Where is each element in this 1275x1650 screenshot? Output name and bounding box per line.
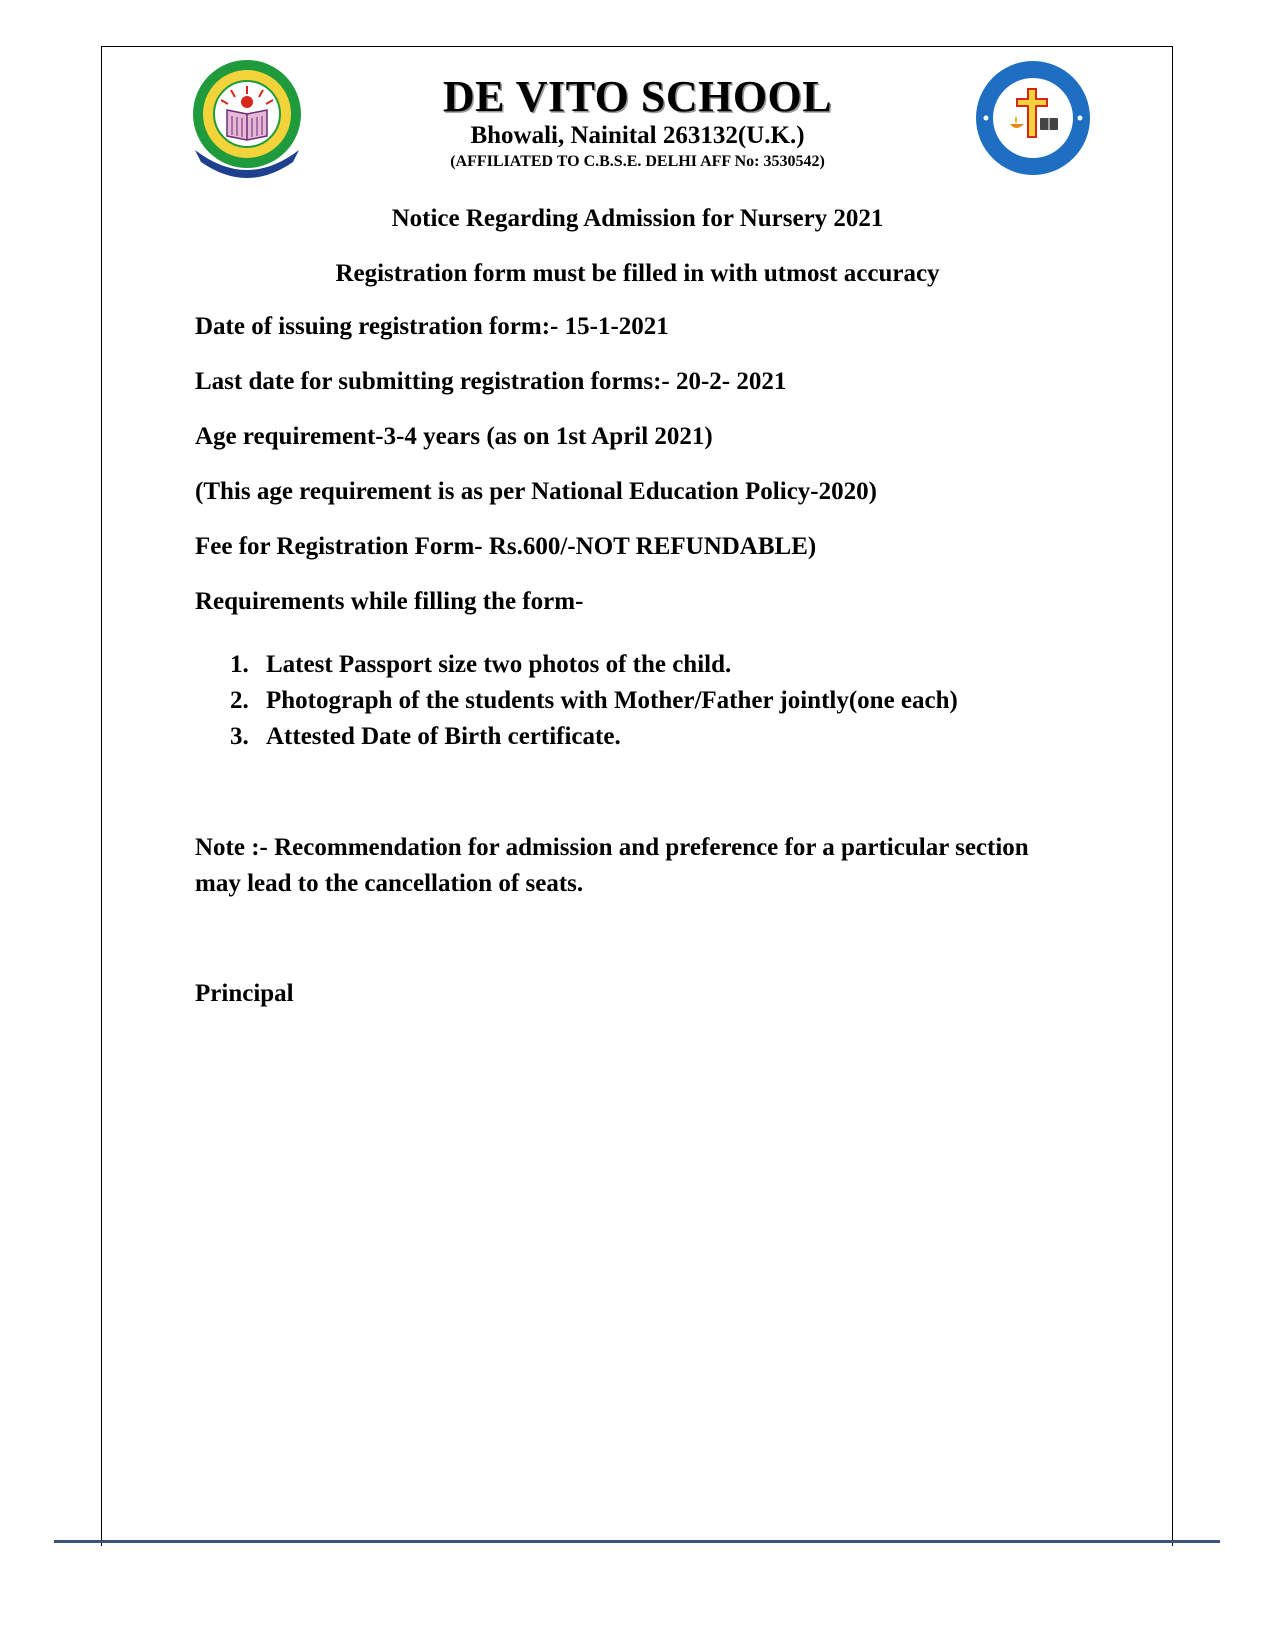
notice-subheading: Registration form must be filled in with utmost accuracy xyxy=(335,260,940,287)
list-item xyxy=(225,647,958,683)
note-paragraph: Note :- Recommendation for admission and preference for a particular section may lead to the cancellation of seats. xyxy=(195,834,1029,897)
requirements-list xyxy=(225,647,958,755)
cbse-seal-icon xyxy=(187,58,307,178)
list-item-text: Photograph of the students with Mother/Father jointly(one each) xyxy=(266,687,958,714)
school-name: DE VITO SCHOOL xyxy=(442,72,833,121)
list-item-number: 2. xyxy=(230,687,249,714)
list-item xyxy=(225,719,958,755)
list-item-number: 1. xyxy=(230,651,249,678)
policy-line: (This age requirement is as per National Education Policy-2020) xyxy=(195,478,877,505)
page-border-top xyxy=(101,46,1173,47)
age-requirement-line: Age requirement-3-4 years (as on 1st April 2021) xyxy=(195,423,713,450)
page-border-left xyxy=(101,46,102,1546)
issue-date-line: Date of issuing registration form:- 15-1-2021 xyxy=(195,313,669,340)
page-border-right xyxy=(1172,46,1173,1546)
list-item-text: Latest Passport size two photos of the child. xyxy=(266,651,732,678)
school-address: Bhowali, Nainital 263132(U.K.) xyxy=(470,122,805,149)
list-item-number: 3. xyxy=(230,723,249,750)
footer-rule xyxy=(54,1540,1220,1543)
fee-line: Fee for Registration Form- Rs.600/-NOT REFUNDABLE) xyxy=(195,533,817,560)
notice-heading: Notice Regarding Admission for Nursery 2021 xyxy=(391,205,884,232)
requirements-heading: Requirements while filling the form- xyxy=(195,588,584,615)
list-item xyxy=(225,683,958,719)
school-affiliation: (AFFILIATED TO C.B.S.E. DELHI AFF No: 3530542) xyxy=(450,153,825,170)
last-date-line: Last date for submitting registration forms:- 20-2- 2021 xyxy=(195,368,787,395)
list-item-text: Attested Date of Birth certificate. xyxy=(266,723,621,750)
signature-principal: Principal xyxy=(195,980,294,1007)
school-crest-icon xyxy=(972,58,1094,178)
